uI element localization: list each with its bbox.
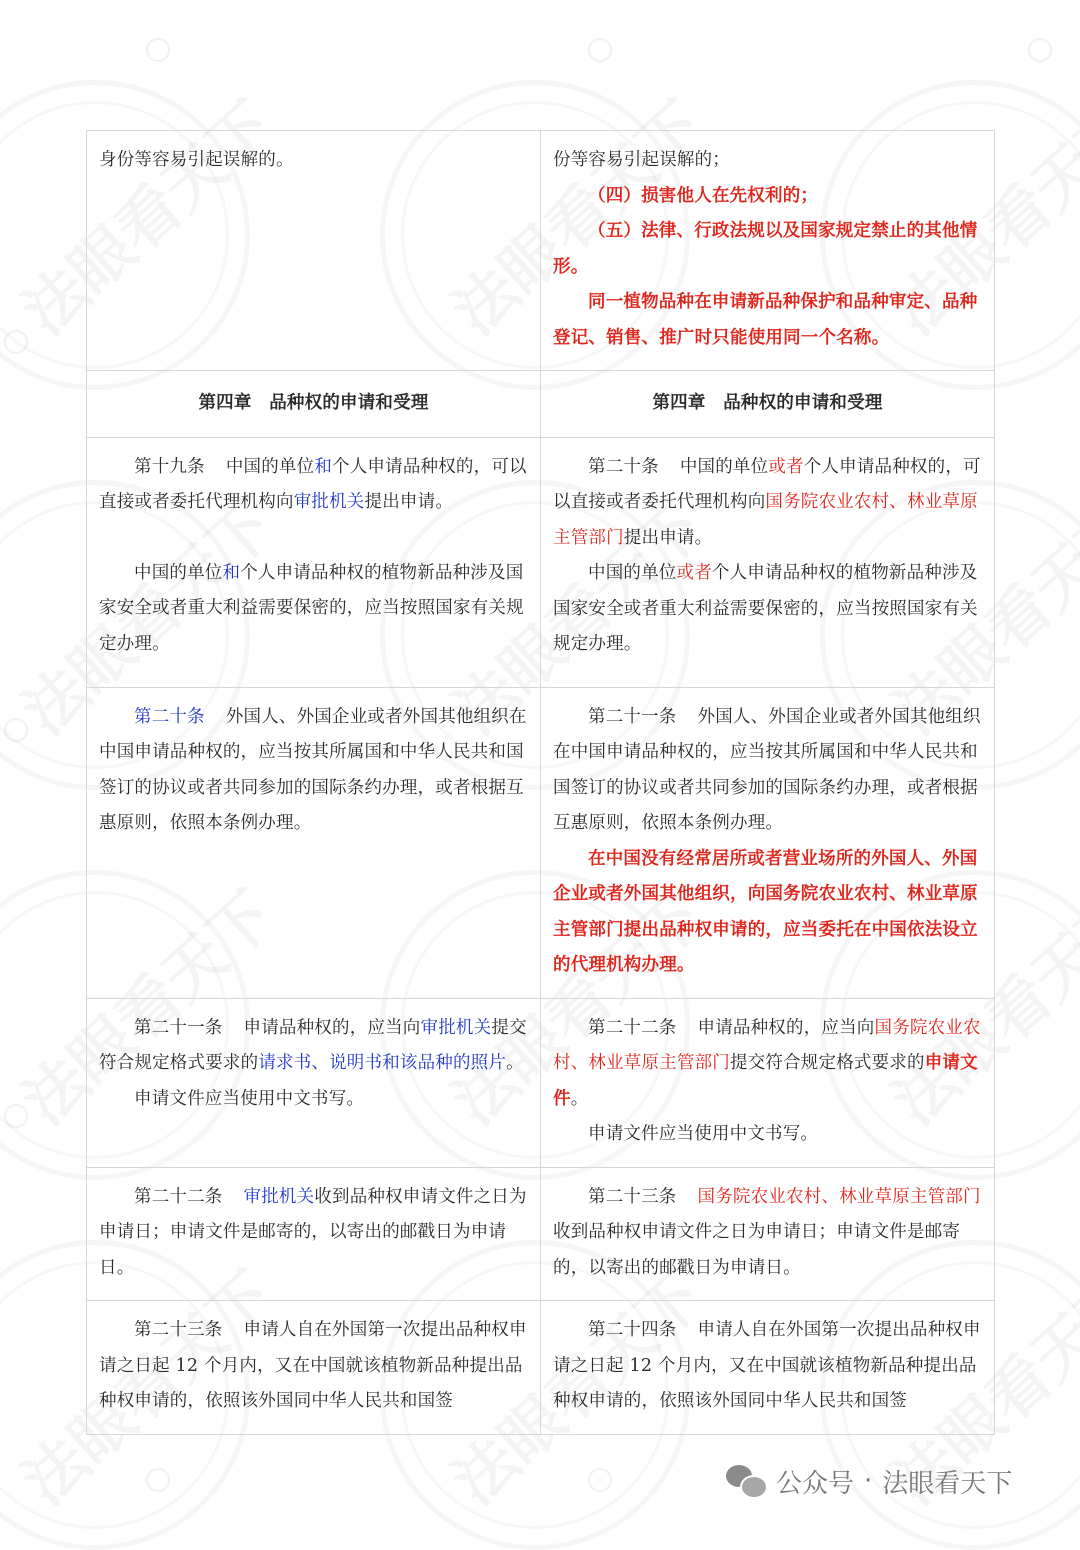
paragraph-gap (99, 521, 528, 556)
amended-text: 在中国没有经常居所或者营业场所的外国人、外国企业或者外国其他组织，向国务院农业农村、林业草原主管部门提出品种权申请的，应当委托在中国依法设立的代理机构办理。 (553, 848, 978, 975)
text-segment: 份等容易引起误解的； (553, 150, 730, 170)
paragraph (99, 556, 528, 663)
regulation-comparison-table (86, 130, 995, 1435)
text-segment: 个人申请品种权的植物新品种涉及国家安全或者重大利益需要保密的，应当按照国家有关规定办理。 (553, 563, 978, 654)
new-text-cell (541, 131, 995, 371)
amended-text: 申请文件 (553, 1053, 978, 1109)
wechat-icon (726, 1463, 768, 1499)
footer-label: 公众号 (776, 1468, 855, 1499)
paragraph (553, 842, 982, 984)
text-segment: 第十九条 (134, 456, 205, 477)
old-text-cell (87, 998, 541, 1167)
paragraph (99, 1011, 528, 1082)
watermark-dot (4, 330, 28, 354)
text-segment: 申请文件应当使用中文书写。 (134, 1088, 365, 1109)
text-segment: 身份等容易引起误解的。 (99, 150, 294, 170)
watermark-dot (146, 1468, 170, 1492)
text-segment: 第二十三条 (588, 1186, 677, 1207)
paragraph (99, 1082, 528, 1118)
text-segment: 中国的单位 (134, 562, 223, 583)
paragraph (553, 143, 982, 179)
paragraph (553, 1117, 982, 1153)
paragraph (99, 700, 528, 842)
footer-account (726, 1458, 1012, 1504)
paragraph (553, 1313, 982, 1420)
text-segment: 第二十二条 (588, 1017, 677, 1038)
text-segment: 提交符合规定格式要求的 (730, 1053, 925, 1073)
text-segment: 个人申请品种权的植物新品种涉及国家安全或者重大利益需要保密的，应当按照国家有关规定办理。 (99, 562, 524, 654)
text-segment: 中国的单位 (588, 563, 677, 583)
article-row (87, 437, 995, 687)
text-segment: 第二十二条 (134, 1186, 223, 1207)
paragraph (99, 1180, 528, 1287)
text-segment: 收到品种权申请文件之日为申请日；申请文件是邮寄的，以寄出的邮戳日为申请日。 (553, 1222, 961, 1278)
text-segment: 提出申请。 (364, 492, 454, 512)
new-text-cell (541, 1301, 995, 1435)
old-text-cell (87, 687, 541, 998)
deleted-text: 请求书、说明书和该品种的照片 (258, 1053, 507, 1073)
text-segment: 收到品种权申请文件之日为申请日；申请文件是邮寄的，以寄出的邮戳日为申请日。 (99, 1186, 527, 1278)
text-segment: 个人申请品种权的，可以直接或者委托代理机构向 (99, 456, 527, 512)
footer-account-name: 法眼看天下 (882, 1468, 1013, 1499)
new-text-cell (541, 998, 995, 1167)
watermark-dot (1028, 38, 1052, 62)
table-body (87, 131, 995, 1435)
paragraph (553, 285, 982, 356)
paragraph (553, 700, 982, 842)
deleted-text: 审批机关 (293, 492, 365, 512)
text-segment: 第二十条 (588, 456, 659, 477)
text-segment: 第二十四条 (588, 1320, 677, 1340)
deleted-text: 和 (222, 562, 241, 583)
text-segment: 申请品种权的，应当向 (243, 1017, 421, 1038)
article-row (87, 131, 995, 371)
article-row (87, 1301, 995, 1435)
deleted-text: 第二十条 (134, 706, 205, 727)
text-segment: 提交符合规定格式要求的 (99, 1017, 527, 1073)
amended-text: 国务院农业农村、林业草原主管部门 (697, 1186, 981, 1207)
watermark-dot (146, 38, 170, 62)
paragraph (553, 556, 982, 663)
text-segment: 第二十一条 (588, 706, 677, 727)
text-segment: 第二十一条 (134, 1017, 223, 1038)
footer-separator: · (864, 1466, 873, 1496)
paragraph (553, 450, 982, 557)
paragraph (553, 214, 982, 285)
old-text-cell (87, 1167, 541, 1301)
watermark-dot (4, 718, 28, 742)
text-segment: 。 (506, 1053, 524, 1073)
paragraph (99, 1313, 528, 1420)
watermark-dot (4, 1104, 28, 1128)
amended-text: 国务院农业农村、林业草原主管部门 (553, 1017, 981, 1073)
amended-text: 或者 (768, 456, 804, 477)
amended-text: 国务院农业农村、林业草原主管部门 (553, 492, 978, 548)
new-text-cell: 第四章 品种权的申请和受理 (541, 371, 995, 438)
new-text-cell (541, 687, 995, 998)
text-segment: 中国的单位 (225, 456, 315, 477)
text-segment: 中国的单位 (679, 456, 769, 477)
article-row (87, 998, 995, 1167)
text-segment: 申请文件应当使用中文书写。 (588, 1124, 819, 1144)
article-row (87, 1167, 995, 1301)
text-segment: 申请人自在外国第一次提出品种权申请之日起 12 个月内，又在中国就该植物新品种提出品种权申请的，依照该外国同中华人民共和国签 (553, 1320, 981, 1411)
text-segment: 第二十三条 (134, 1320, 223, 1340)
text-segment: 外国人、外国企业或者外国其他组织在中国申请品种权的，应当按其所属国和中华人民共和国签订的协议或者共同参加的国际条约办理，或者根据互惠原则，依照本条例办理。 (553, 706, 981, 833)
amended-text: （四）损害他人在先权利的； (588, 185, 819, 206)
text-segment: 。 (570, 1088, 589, 1109)
deleted-text: 审批机关 (420, 1017, 492, 1038)
old-text-cell (87, 437, 541, 687)
text-segment: 提出申请。 (623, 527, 713, 548)
amended-text: （五）法律、行政法规以及国家规定禁止的其他情形。 (553, 221, 978, 277)
text-segment: 申请人自在外国第一次提出品种权申请之日起 12 个月内，又在中国就该植物新品种提出品种权申请的，依照该外国同中华人民共和国签 (99, 1320, 527, 1411)
deleted-text: 审批机关 (243, 1186, 315, 1207)
paragraph (553, 179, 982, 215)
watermark-dot (588, 1468, 612, 1492)
text-segment: 个人申请品种权的，可以直接或者委托代理机构向 (553, 456, 981, 512)
chapter-heading-row (87, 371, 995, 438)
text-segment: 申请品种权的，应当向 (697, 1017, 875, 1038)
old-text-cell (87, 131, 541, 371)
amended-text: 或者 (676, 563, 712, 583)
watermark-dot (588, 38, 612, 62)
article-row (87, 687, 995, 998)
text-segment: 外国人、外国企业或者外国其他组织在中国申请品种权的，应当按其所属国和中华人民共和国签订的协议或者共同参加的国际条约办理，或者根据互惠原则，依照本条例办理。 (99, 706, 527, 833)
new-text-cell (541, 437, 995, 687)
paragraph (99, 450, 528, 521)
amended-text: 同一植物品种在申请新品种保护和品种审定、品种登记、销售、推广时只能使用同一个名称。 (553, 292, 978, 348)
paragraph (553, 1180, 982, 1287)
paragraph (553, 1011, 982, 1118)
old-text-cell (87, 1301, 541, 1435)
deleted-text: 和 (314, 456, 333, 477)
new-text-cell (541, 1167, 995, 1301)
paragraph (99, 143, 528, 179)
old-text-cell: 第四章 品种权的申请和受理 (87, 371, 541, 438)
